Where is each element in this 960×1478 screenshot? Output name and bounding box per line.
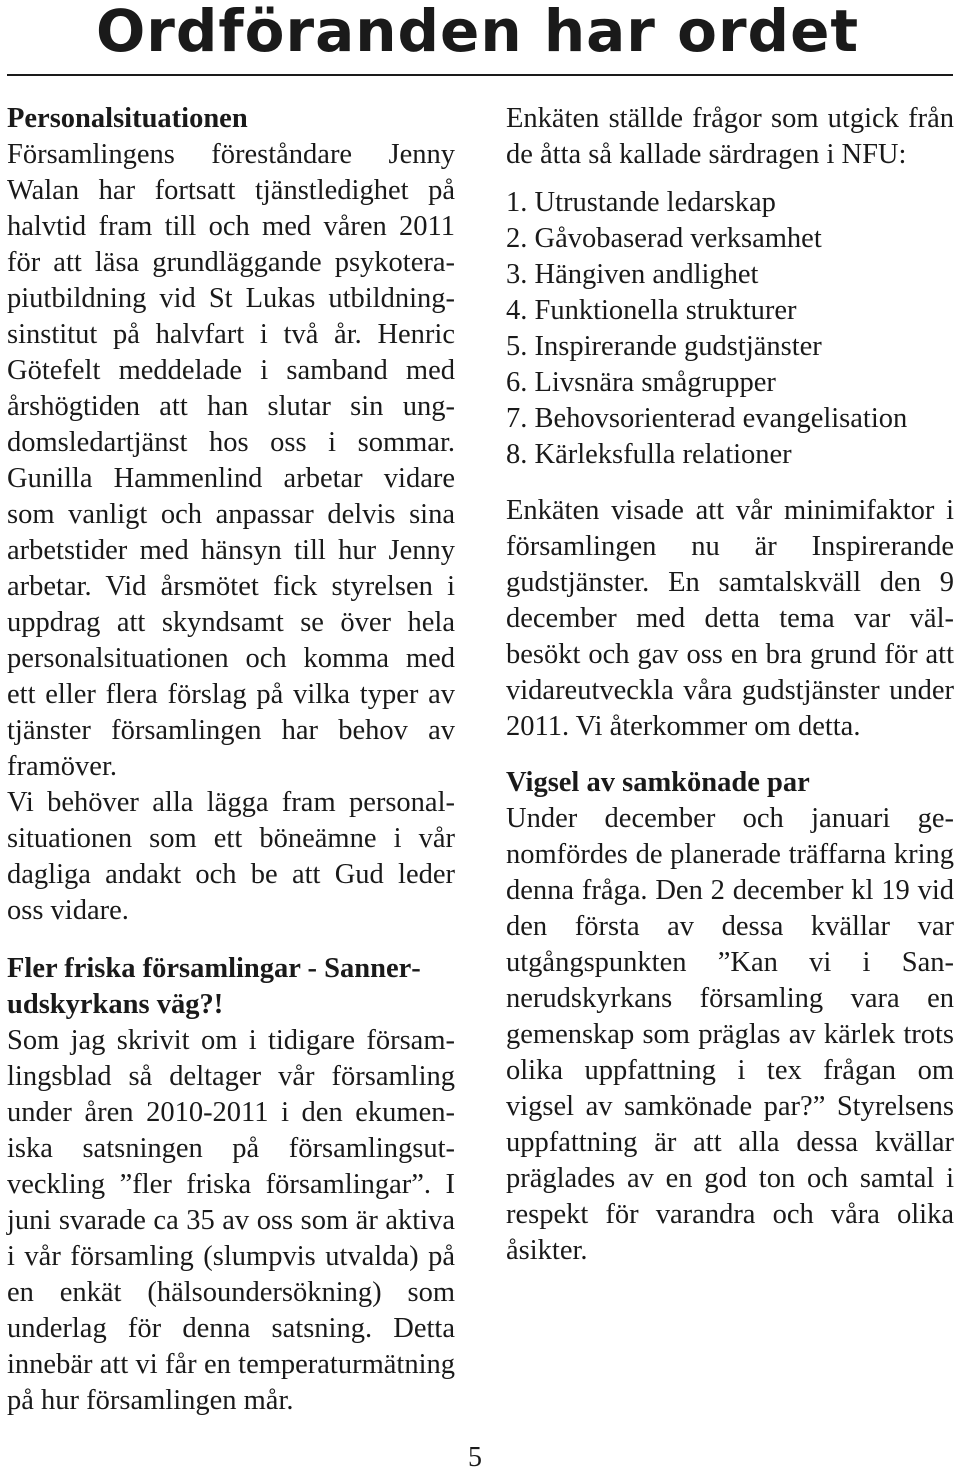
- list-item: 4. Funktionella strukturer: [506, 295, 797, 326]
- survey-result-paragraph: Enkäten visade att vår minimifaktor i församlingen nu är Inspirerande gudstjänster. En samtalskväll den 9 december med detta tema var välbesökt och gav oss en bra grund för att vidareutveckla våra gudstjänster under 2011. Vi återkommer om detta.: [506, 495, 954, 742]
- survey-intro: Enkäten ställde frågor som utgick från de åtta så kallade särdragen i NFU:: [506, 103, 954, 170]
- title-rule: [7, 74, 953, 76]
- list-item: 3. Hängiven andlighet: [506, 259, 759, 290]
- left-column: [7, 101, 455, 1419]
- personnel-heading: Personalsituationen: [7, 103, 248, 134]
- page-title: Ordföranden har ordet: [96, 0, 860, 65]
- healthy-churches-paragraph: Som jag skrivit om i tidigare församlingsblad så deltager vår församling under åren 2010-2011 i den ekumeniska satsningen på församlingsutveckling ”fler friska församlingar”. I juni svarade ca 35 av oss som är aktiva i vår församling (slumpvis utvalda) på en enkät (hälsoundersökning) som underlag för denna satsning. Detta innebär att vi får en temperaturmätning på hur församlingen mår.: [7, 1025, 455, 1416]
- list-item: 7. Behovsorienterad evangelisation: [506, 403, 908, 434]
- section-spacer: [506, 173, 954, 185]
- section-spacer: [506, 473, 954, 493]
- section-spacer: [7, 929, 455, 951]
- list-item: 8. Kärleksfulla relationer: [506, 439, 792, 470]
- list-item: 6. Livsnära smågrupper: [506, 367, 776, 398]
- page-number: 5: [468, 1442, 482, 1473]
- traits-list: [506, 185, 954, 473]
- wedding-heading: Vigsel av samkönade par: [506, 767, 810, 798]
- right-column: [506, 101, 954, 1269]
- personnel-paragraph-1: Församlingens föreståndare Jenny Walan har fortsatt tjänstledighet på halvtid fram till och med våren 2011 för att läsa grundläggande psykoterapiutbildning vid St Lukas utbildningsinstitut på halvfart i två år. Henric Götefelt meddelade i samband med årshögtiden att han slutar sin ungdomsledartjänst hos oss i sommar. Gunilla Hammenlind arbetar vidare som vanligt och anpassar delvis sina arbetstider med hänsyn till hur Jenny arbetar. Vid årsmötet fick styrelsen i uppdrag att skyndsamt se över hela personalsituationen och komma med ett eller flera förslag på vilka typer av tjänster församlingen har behov av framöver.: [7, 139, 455, 782]
- personnel-paragraph-2: Vi behöver alla lägga fram personalsituationen som ett böneämne i vår dagliga andakt och be att Gud leder oss vidare.: [7, 787, 455, 926]
- healthy-churches-heading: Fler friska församlingar - Sannerudskyrkans väg?!: [7, 953, 421, 1020]
- list-item: 2. Gåvobaserad verksamhet: [506, 223, 822, 254]
- wedding-paragraph: Under december och januari genomfördes de planerade träffarna kring denna fråga. Den 2 december kl 19 vid den första av dessa kvällar var utgångspunkten ”Kan vi i Sannerudskyrkans församling vara en gemenskap som präglas av kärlek trots olika uppfattning i tex frågan om vigsel av samkönade par?” Styrelsens uppfattning är att alla dessa kvällar präglades av en god ton och samtal i respekt för varandra och våra olika åsikter.: [506, 803, 954, 1266]
- list-item: 5. Inspirerande gudstjänster: [506, 331, 822, 362]
- section-spacer: [506, 745, 954, 765]
- list-item: 1. Utrustande ledarskap: [506, 187, 776, 218]
